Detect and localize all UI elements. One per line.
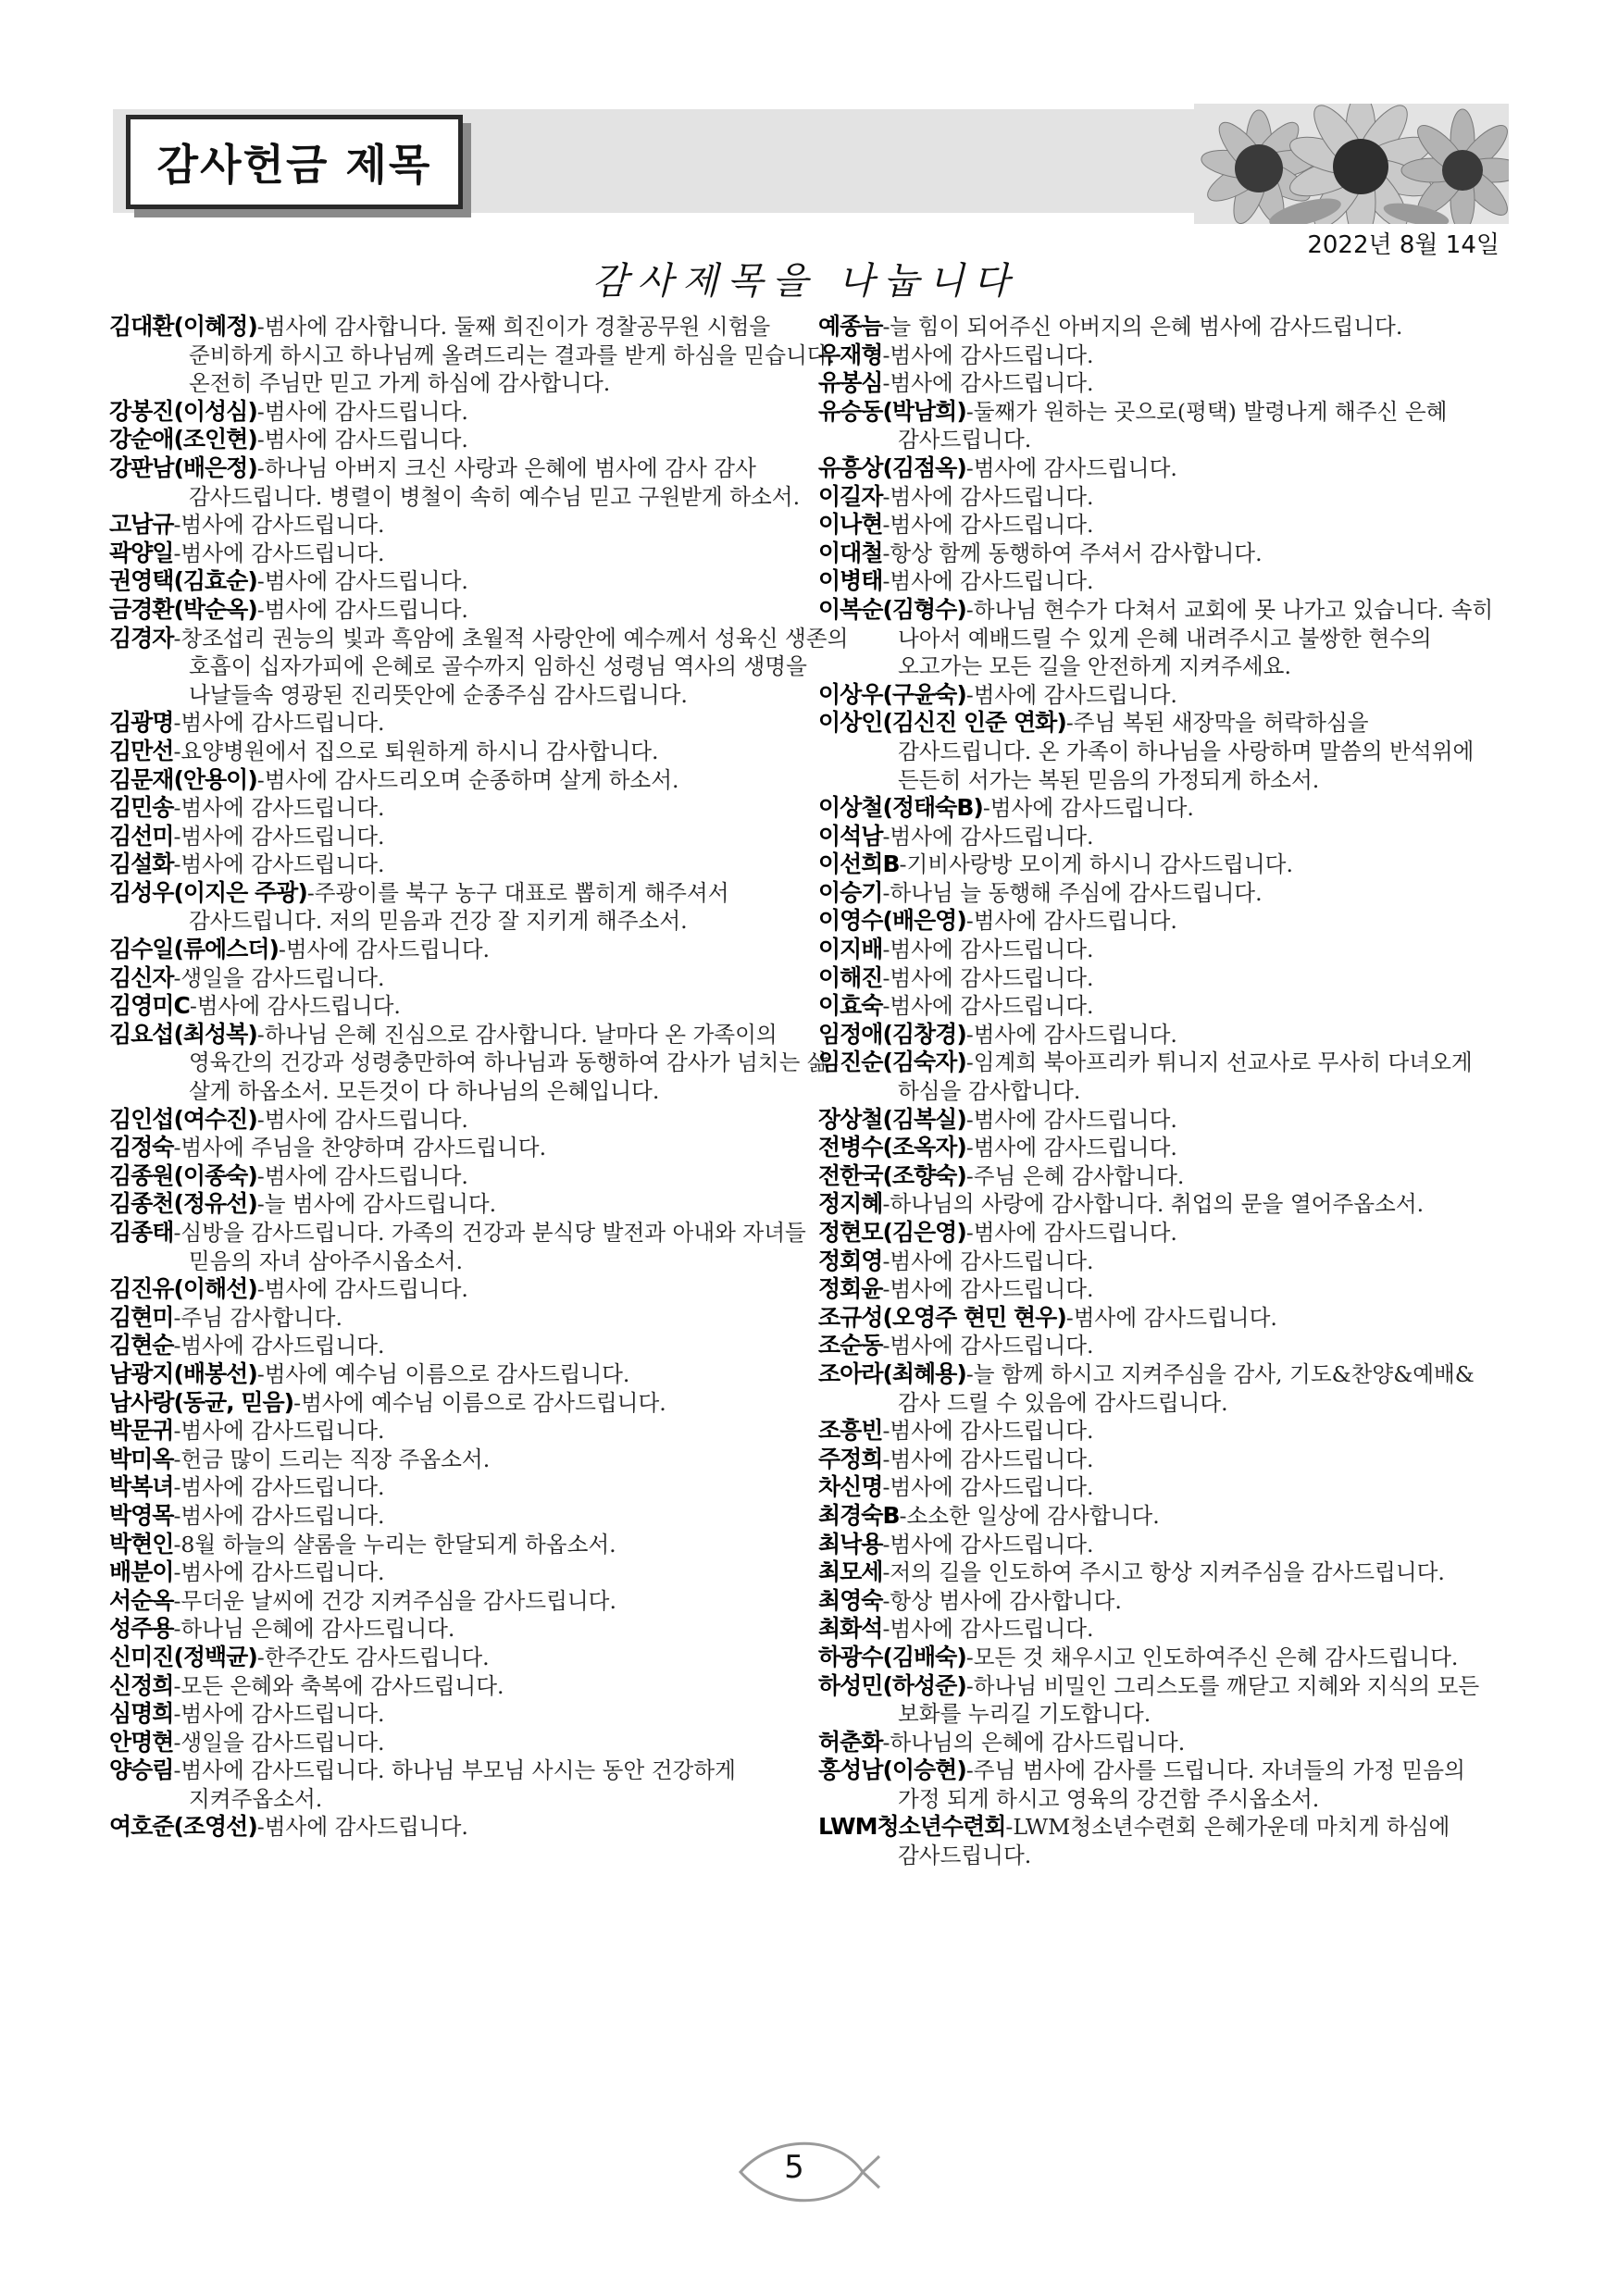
page-title: 감사헌금 제목 [156,140,432,190]
prayer-text: -범사에 감사드리오며 순종하며 살게 하소서. [256,766,679,793]
member-name: 김영미C [109,992,190,1020]
member-name: 김종태 [109,1219,174,1246]
member-name: 김경자 [109,624,174,652]
prayer-entry [109,1275,850,1304]
prayer-entry [109,398,850,427]
member-name: 하광수(김배숙) [818,1643,966,1670]
member-name: 여호준(조영선) [109,1813,257,1841]
prayer-text: -범사에 감사드립니다. [256,1106,468,1133]
member-name: 임정애(김창경) [818,1020,966,1048]
member-name: 최영숙 [818,1586,883,1614]
section-subtitle: 감사제목을 나눕니다 [591,260,1019,303]
prayer-text: -저의 길을 인도하여 주시고 항상 지켜주심을 감사드립니다. [882,1559,1445,1586]
member-name: 박영목 [109,1501,174,1529]
prayer-text: -범사에 감사드립니다. [882,1418,1094,1445]
prayer-text: -범사에 예수님 이름으로 감사드립니다. [256,1360,630,1387]
member-name: 남광지(배봉선) [109,1359,257,1387]
member-name: 김정숙 [109,1134,174,1161]
member-name: 예종늠 [818,313,883,340]
prayer-entry [109,1304,850,1333]
prayer-text: -범사에 감사드립니다. [173,512,385,539]
prayer-entry [109,1587,850,1616]
prayer-text: -범사에 감사드립니다. [173,1559,385,1586]
member-name: 이대철 [818,539,883,566]
prayer-text: -범사에 감사드립니다. [173,1474,385,1501]
prayer-text: -주님 은혜 감사합니다. [965,1162,1185,1189]
member-name: 김대환(이혜정) [109,313,257,340]
prayer-entry [109,596,850,625]
prayer-text: -범사에 감사합니다. 둘째 희진이가 경찰공무원 시험을 준비하게 하시고 하나님께 올려드리는 결과를 받게 하심을 믿습니다. 온전히 주님만 믿고 가게 하심에 감사합니다. [189,314,836,397]
prayer-text: -요양병원에서 집으로 퇴원하게 하시니 감사합니다. [173,738,659,764]
member-name: 홍성남(이승현) [818,1756,966,1784]
prayer-entry [818,454,1505,483]
prayer-entry [818,1219,1505,1247]
prayer-text: -범사에 감사드립니다. [173,823,385,850]
member-name: 강판남(배은정) [109,453,257,481]
prayer-entry [818,1473,1505,1502]
prayer-entry [818,1672,1505,1729]
prayer-entry [109,879,850,936]
prayer-entry [818,936,1505,964]
member-name: 김요섭(최성복) [109,1020,257,1048]
member-name: 김인섭(여수진) [109,1105,257,1133]
member-name: 박현인 [109,1530,174,1558]
member-name: 하성민(하성준) [818,1671,966,1699]
prayer-entry [818,1502,1505,1531]
prayer-entry [109,511,850,540]
prayer-text: -범사에 감사드립니다. [256,398,468,425]
prayer-text: -범사에 감사드립니다. [256,1276,468,1303]
prayer-entry [109,1729,850,1757]
prayer-entry [109,1446,850,1474]
prayer-entry [818,1275,1505,1304]
member-name: 유봉심 [818,369,883,397]
prayer-entry [109,1417,850,1446]
prayer-text: -늘 함께 하시고 지켜주심을 감사, 기도&찬양&예배& 감사 드릴 수 있음에 감사드립니다. [898,1360,1475,1416]
member-name: 최모세 [818,1558,883,1586]
member-name: 조흥빈 [818,1417,883,1445]
page-number: 5 [784,2149,804,2186]
prayer-entry [109,823,850,851]
prayer-entry [109,850,850,879]
prayer-text: -범사에 감사드립니다. [256,427,468,453]
member-name: 박미옥 [109,1445,174,1472]
prayer-entry [109,1190,850,1219]
prayer-text: -범사에 감사드립니다. [173,1701,385,1728]
prayer-entry [818,567,1505,596]
prayer-entry [109,1134,850,1162]
member-name: 권영택(김효순) [109,567,257,595]
member-name: 이석남 [818,822,883,850]
prayer-text: -헌금 많이 드리는 직장 주옵소서. [173,1446,491,1472]
prayer-text: -무더운 날씨에 건강 지켜주심을 감사드립니다. [173,1587,616,1614]
member-name: 김진유(이해선) [109,1275,257,1303]
prayer-entry [818,398,1505,454]
member-name: 고남규 [109,511,174,539]
page-number-area [737,2140,881,2204]
prayer-text: -범사에 감사드립니다. [173,1502,385,1529]
member-name: 이복순(김형수) [818,595,966,623]
prayer-text: -범사에 감사드립니다. [882,568,1094,595]
prayer-entry [818,709,1505,794]
prayer-text: -범사에 감사드립니다. [173,851,385,878]
member-name: 안명현 [109,1728,174,1756]
member-name: 신미진(정백균) [109,1643,257,1670]
prayer-entry [109,1219,850,1275]
right-column [818,313,1505,1870]
prayer-text: -임계희 북아프리카 튀니지 선교사로 무사히 다녀오게 하심을 감사합니다. [898,1049,1473,1105]
member-name: 김신자 [109,963,174,991]
prayer-entry [818,369,1505,398]
prayer-text: -범사에 감사드립니다. [882,1616,1094,1643]
member-name: 박문귀 [109,1417,174,1445]
prayer-text: -범사에 감사드립니다. [173,1333,385,1359]
member-name: 김현미 [109,1303,174,1331]
member-name: 허춘화 [818,1728,883,1756]
prayer-entry [109,709,850,738]
prayer-entry [109,1756,850,1813]
member-name: 배분이 [109,1558,174,1586]
member-name: 박복녀 [109,1473,174,1501]
member-name: 이길자 [818,482,883,510]
prayer-text: -범사에 감사드립니다. [882,370,1094,397]
member-name: 조규성(오영주 현민 현우) [818,1303,1066,1331]
prayer-text: -범사에 감사드립니다. [965,1106,1177,1133]
member-name: 곽양일 [109,539,174,566]
member-name: 이선희B [818,850,900,878]
prayer-text: -범사에 감사드립니다. [882,483,1094,510]
prayer-text: -늘 범사에 감사드립니다. [256,1191,497,1218]
member-name: 김만선 [109,737,174,764]
member-name: 우재형 [818,341,883,368]
member-name: 강순애(조인현) [109,426,257,453]
prayer-text: -범사에 감사드립니다. [882,964,1094,991]
member-name: 정현모(김은영) [818,1219,966,1246]
prayer-entry [109,1644,850,1672]
prayer-entry [109,540,850,568]
prayer-entry [818,341,1505,370]
prayer-entry [109,454,850,511]
prayer-entry [109,992,850,1021]
prayer-text: -항상 함께 동행하여 주셔서 감사합니다. [882,540,1263,566]
prayer-text: -범사에 감사드립니다. [256,1162,468,1189]
prayer-entry [109,964,850,993]
prayer-entry [818,1813,1505,1869]
prayer-text: -범사에 감사드립니다. [882,993,1094,1020]
prayer-text: -하나님 아버지 크신 사랑과 은혜에 범사에 감사 감사 감사드립니다. 병렬이 병철이 속히 예수님 믿고 구원받게 하소서. [189,454,801,510]
member-name: 전병수(조옥자) [818,1134,966,1161]
prayer-entry [818,964,1505,993]
member-name: 주정희 [818,1445,883,1472]
prayer-text: -생일을 감사드립니다. [173,1729,385,1756]
member-name: 정회윤 [818,1275,883,1303]
prayer-text: -범사에 감사드립니다. [256,596,468,623]
prayer-text: -주님 범사에 감사를 드립니다. 자녀들의 가정 믿음의 가정 되게 하시고 영육의 강건함 주시옵소서. [898,1757,1465,1812]
member-name: 김종천(정유선) [109,1190,257,1218]
prayer-entry [109,1531,850,1559]
prayer-text: -범사에 감사드립니다. [173,1418,385,1445]
prayer-entry [818,596,1505,681]
member-name: 김광명 [109,709,174,737]
prayer-entry [109,936,850,964]
prayer-text: -범사에 감사드립니다. [173,795,385,822]
prayer-entry [109,1021,850,1106]
member-name: 이상철(정태숙B) [818,794,983,822]
prayer-entry [109,426,850,454]
prayer-text: -범사에 주님을 찬양하며 감사드립니다. [173,1135,547,1161]
prayer-entry [818,1531,1505,1559]
prayer-text: -하나님의 은혜에 감사드립니다. [882,1729,1186,1756]
prayer-entry [109,1106,850,1135]
member-name: 장상철(김복실) [818,1105,966,1133]
prayer-text: -범사에 감사드립니다. [256,1814,468,1841]
prayer-text: -생일을 감사드립니다. [173,964,385,991]
member-name: 심명희 [109,1700,174,1728]
prayer-text: -범사에 감사드립니다. [882,823,1094,850]
prayer-text: -범사에 감사드립니다. [256,568,468,595]
member-name: 유승동(박남희) [818,397,966,425]
prayer-entry [818,1417,1505,1446]
prayer-entry [818,313,1505,341]
member-name: 이병태 [818,567,883,595]
prayer-text: -범사에 감사드립니다. [1065,1304,1277,1331]
member-name: 최경숙B [818,1501,900,1529]
prayer-entry [818,1729,1505,1757]
member-name: 성주용 [109,1615,174,1643]
member-name: 최화석 [818,1615,883,1643]
prayer-text: -범사에 감사드립니다. [173,710,385,737]
prayer-entry [818,1021,1505,1049]
prayer-entry [818,511,1505,540]
member-name: 이영수(배은영) [818,907,966,935]
prayer-entry [109,1615,850,1644]
member-name: 김수일(류에스더) [109,936,279,963]
prayer-entry [109,625,850,710]
prayer-text: -하나님 은혜에 감사드립니다. [173,1616,455,1643]
member-name: 양승림 [109,1756,174,1784]
prayer-entry [818,1162,1505,1191]
member-name: 전한국(조향숙) [818,1161,966,1189]
member-name: 이해진 [818,963,883,991]
prayer-entry [818,1247,1505,1276]
member-name: 차신명 [818,1473,883,1501]
prayer-entry [818,1304,1505,1333]
prayer-entry [818,907,1505,936]
prayer-text: -한주간도 감사드립니다. [256,1644,490,1670]
prayer-entry [109,738,850,766]
prayer-entry [818,1106,1505,1135]
prayer-text: -범사에 감사드립니다. [882,1531,1094,1558]
prayer-entry [818,823,1505,851]
prayer-text: -주광이를 북구 농구 대표로 뽑히게 해주셔서 감사드립니다. 저의 믿음과 건강 잘 지키게 해주소서. [189,879,729,935]
member-name: 이상인(김신진 인준 연화) [818,709,1066,737]
member-name: 김성우(이지은 주광) [109,878,307,906]
prayer-entry [818,1644,1505,1672]
member-name: 김현순 [109,1332,174,1359]
prayer-text: -범사에 감사드립니다. [882,1247,1094,1274]
prayer-entry [109,1700,850,1729]
prayer-entry [109,1162,850,1191]
prayer-text: -범사에 감사드립니다. [189,993,401,1020]
member-name: 김종원(이종숙) [109,1161,257,1189]
prayer-text: -하나님 늘 동행해 주심에 감사드립니다. [882,879,1263,906]
prayer-text: -범사에 감사드립니다. [882,512,1094,539]
prayer-entry [818,1558,1505,1587]
prayer-entry [818,850,1505,879]
prayer-text: -창조섭리 권능의 빛과 흑암에 초월적 사랑안에 예수께서 성육신 생존의 호흡이 십자가피에 은혜로 골수까지 임하신 성령님 역사의 생명을 나날들속 영광된 진리뜻안에 순종주심 감사드립니다. [173,625,849,708]
prayer-text: -범사에 감사드립니다. [982,795,1194,822]
prayer-text: -심방을 감사드립니다. 가족의 건강과 분식당 발전과 아내와 자녀들 믿음의 자녀 삼아주시옵소서. [173,1220,806,1274]
prayer-text: -범사에 예수님 이름으로 감사드립니다. [293,1389,666,1416]
prayer-entry [818,1190,1505,1219]
prayer-text: -둘째가 원하는 곳으로(평택) 발령나게 해주신 은혜 감사드립니다. [898,398,1448,453]
prayer-entry [818,992,1505,1021]
prayer-entry [818,1587,1505,1616]
prayer-text: -늘 힘이 되어주신 아버지의 은혜 범사에 감사드립니다. [882,314,1403,340]
prayer-text: -범사에 감사드립니다. [965,1021,1177,1048]
prayer-text: -범사에 감사드립니다. [965,908,1177,935]
prayer-text: -소소한 일상에 감사합니다. [899,1502,1160,1529]
left-column [109,313,850,1842]
prayer-entry [818,1134,1505,1162]
prayer-entry [818,1756,1505,1813]
member-name: 김설화 [109,850,174,878]
title-box [126,115,463,209]
member-name: 임진순(김숙자) [818,1049,966,1076]
member-name: 남사랑(동균, 믿음) [109,1388,294,1416]
prayer-text: -모든 것 채우시고 인도하여주신 은혜 감사드립니다. [965,1644,1459,1670]
prayer-entry [818,1332,1505,1360]
prayer-text: -하나님의 사랑에 감사합니다. 취업의 문을 열어주옵소서. [882,1191,1425,1218]
prayer-entry [109,1502,850,1531]
member-name: 조순동 [818,1332,883,1359]
prayer-entry [109,567,850,596]
prayer-text: -하나님 비밀인 그리스도를 깨닫고 지혜와 지식의 모든 보화를 누리길 기도합니다. [898,1672,1480,1728]
prayer-entry [109,1813,850,1842]
member-name: 금경환(박순옥) [109,595,257,623]
prayer-entry [109,794,850,823]
issue-date: 2022년 8월 14일 [1307,231,1500,259]
member-name: LWM청소년수련회 [818,1813,1006,1841]
member-name: 이승기 [818,878,883,906]
prayer-text: -하나님 현수가 다쳐서 교회에 못 나가고 있습니다. 속히 나아서 예배드릴 수 있게 은혜 내려주시고 불쌍한 현수의 오고가는 모든 길을 안전하게 지켜주세요. [898,596,1494,680]
prayer-entry [818,1615,1505,1644]
member-name: 신정희 [109,1671,174,1699]
member-name: 최낙용 [818,1530,883,1558]
prayer-text: -범사에 감사드립니다. [965,1135,1177,1161]
prayer-entry [109,1389,850,1418]
prayer-text: -하나님 은혜 진심으로 감사합니다. 날마다 온 가족이의 영육간의 건강과 성령충만하여 하나님과 동행하여 감사가 넘치는 삶 살게 하옵소서. 모든것이 다 하나님의 은혜입니다. [189,1021,828,1105]
prayer-text: -범사에 감사드립니다. [965,454,1177,481]
prayer-text: -8월 하늘의 샬롬을 누리는 한달되게 하옵소서. [173,1531,616,1558]
member-name: 이효숙 [818,992,883,1020]
member-name: 유흥상(김점옥) [818,453,966,481]
prayer-text: -모든 은혜와 축복에 감사드립니다. [173,1672,504,1699]
prayer-text: -범사에 감사드립니다. [882,1474,1094,1501]
member-name: 김선미 [109,822,174,850]
prayer-entry [109,1360,850,1389]
prayer-entry [109,766,850,795]
prayer-text: -주님 복된 새장막을 허락하심을 감사드립니다. 온 가족이 하나님을 사랑하며 말씀의 반석위에 든든히 서가는 복된 믿음의 가정되게 하소서. [898,710,1475,793]
prayer-text: -범사에 감사드립니다. [882,1276,1094,1303]
prayer-text: -기비사랑방 모이게 하시니 감사드립니다. [899,851,1293,878]
prayer-text: -범사에 감사드립니다. [882,1446,1094,1472]
member-name: 김민송 [109,794,174,822]
prayer-entry [109,1672,850,1701]
member-name: 조아라(최혜용) [818,1359,966,1387]
prayer-text: -범사에 감사드립니다. [882,1333,1094,1359]
prayer-entry [818,1446,1505,1474]
member-name: 이상우(구윤숙) [818,680,966,708]
prayer-text: -항상 범사에 감사합니다. [882,1587,1122,1614]
prayer-entry [109,1473,850,1502]
prayer-entry [109,313,850,398]
prayer-text: -주님 감사합니다. [173,1304,342,1331]
member-name: 이나현 [818,511,883,539]
member-name: 김문재(안용이) [109,765,257,793]
sunflower-decoration [1194,104,1509,224]
prayer-text: -범사에 감사드립니다. [882,341,1094,368]
prayer-text: -범사에 감사드립니다. [173,540,385,566]
prayer-entry [818,681,1505,710]
prayer-entry [818,1049,1505,1105]
prayer-text: -범사에 감사드립니다. [965,1220,1177,1246]
prayer-entry [818,1360,1505,1417]
prayer-entry [818,879,1505,908]
prayer-text: -범사에 감사드립니다. 하나님 부모님 사시는 동안 건강하게 지켜주옵소서. [173,1757,736,1812]
prayer-text: -범사에 감사드립니다. [278,937,491,963]
member-name: 이지배 [818,936,883,963]
prayer-entry [818,794,1505,823]
prayer-text: -LWM청소년수련회 은혜가운데 마치게 하심에 감사드립니다. [898,1814,1450,1869]
prayer-text: -범사에 감사드립니다. [882,937,1094,963]
member-name: 강봉진(이성심) [109,397,257,425]
prayer-entry [818,483,1505,512]
member-name: 정지혜 [818,1190,883,1218]
member-name: 정회영 [818,1247,883,1274]
prayer-entry [109,1558,850,1587]
member-name: 서순옥 [109,1586,174,1614]
prayer-text: -범사에 감사드립니다. [965,681,1177,708]
prayer-entry [818,540,1505,568]
prayer-entry [109,1332,850,1360]
